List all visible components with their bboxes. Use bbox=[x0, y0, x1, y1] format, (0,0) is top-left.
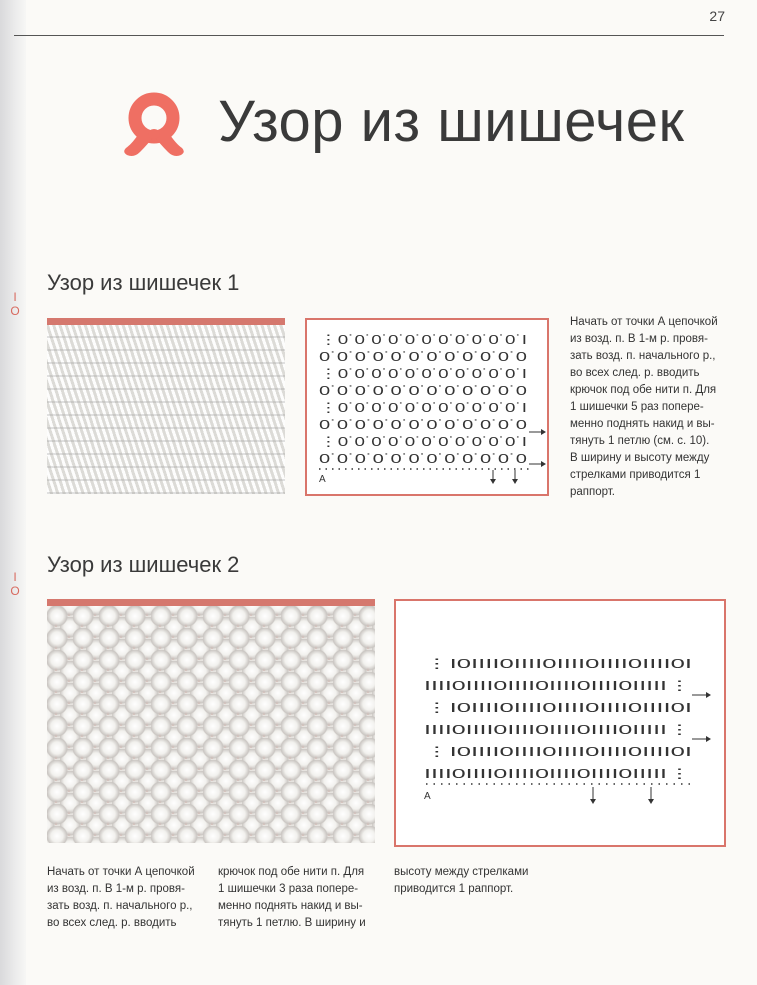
diagram2-row-4: IIII0IIII0IIII0IIII0IIII0IIIII⋮ bbox=[424, 722, 692, 737]
diagram2-start-label: A bbox=[424, 791, 431, 802]
section2-instructions-col1: Начать от точки А цепочкой из возд. п. В 1-м р. провя- зать возд. п. начального р., во всех след. р. вводить bbox=[47, 866, 195, 929]
arrow-right-icon bbox=[692, 736, 711, 742]
section2-title: Узор из шишечек 2 bbox=[47, 552, 240, 577]
diagram1-row-7: ⋮0˙0˙0˙0˙0˙0˙0˙0˙0˙0˙0˙I bbox=[319, 434, 527, 449]
diagram1-row-8: 0˙0˙0˙0˙0˙0˙0˙0˙0˙0˙0˙0 bbox=[319, 451, 527, 466]
arrow-down-icon bbox=[590, 787, 596, 804]
margin-mark-2: I O bbox=[10, 570, 20, 598]
arrow-down-icon bbox=[512, 470, 518, 484]
diagram1-start-label: A bbox=[319, 474, 326, 485]
section2-instructions-col3: высоту между стрелками приводится 1 раппорт. bbox=[394, 866, 529, 895]
book-spine-shadow bbox=[0, 0, 26, 985]
arrow-right-icon bbox=[529, 461, 546, 467]
arrow-down-icon bbox=[648, 787, 654, 804]
section2-photo bbox=[47, 599, 375, 843]
diagram1-row-4: 0˙0˙0˙0˙0˙0˙0˙0˙0˙0˙0˙0 bbox=[319, 383, 527, 398]
diagram2-row-1: ⋮I0IIII0IIII0IIII0IIII0IIII0I bbox=[424, 656, 692, 671]
page-number: 27 bbox=[709, 8, 725, 24]
diagram2-row-3: ⋮I0IIII0IIII0IIII0IIII0IIII0I bbox=[424, 700, 692, 715]
section1-title: Узор из шишечек 1 bbox=[47, 270, 240, 295]
diagram1-row-5: ⋮0˙0˙0˙0˙0˙0˙0˙0˙0˙0˙0˙I bbox=[319, 400, 527, 415]
arrow-right-icon bbox=[529, 429, 546, 435]
diagram2-row-6: IIII0IIII0IIII0IIII0IIII0IIIII⋮ bbox=[424, 766, 692, 781]
section1-diagram bbox=[305, 318, 549, 496]
arrow-right-icon bbox=[692, 692, 711, 698]
ribbon-logo-icon bbox=[118, 92, 190, 162]
diagram1-row-3: ⋮0˙0˙0˙0˙0˙0˙0˙0˙0˙0˙0˙I bbox=[319, 366, 527, 381]
header-rule bbox=[14, 35, 724, 36]
margin-mark-1: I O bbox=[10, 290, 20, 318]
arrow-down-icon bbox=[490, 470, 496, 484]
diagram1-row-2: 0˙0˙0˙0˙0˙0˙0˙0˙0˙0˙0˙0 bbox=[319, 349, 527, 364]
section2-instructions-col2: крючок под обе нити п. Для 1 шишечки 3 раза попере- менно поднять накид и вы- тянуть 1 петлю. В ширину и bbox=[218, 866, 366, 929]
page-title: Узор из шишечек bbox=[218, 89, 685, 154]
section1-instructions: Начать от точки А цепочкой из возд. п. В 1-м р. провя- зать возд. п. начального р., во всех след. р. вводить крючок под обе нити п. Для 1 шишечки 5 раз попере- менно поднять накид и вы- тянуть 1 петлю (см. с. 10). В ширину и высоту между стрелками приводится 1 раппорт. bbox=[570, 316, 718, 498]
section1-photo bbox=[47, 318, 285, 494]
diagram2-row-2: IIII0IIII0IIII0IIII0IIII0IIIII⋮ bbox=[424, 678, 692, 693]
diagram2-row-5: ⋮I0IIII0IIII0IIII0IIII0IIII0I bbox=[424, 744, 692, 759]
diagram1-row-1: ⋮0˙0˙0˙0˙0˙0˙0˙0˙0˙0˙0˙I bbox=[319, 332, 527, 347]
diagram1-row-6: 0˙0˙0˙0˙0˙0˙0˙0˙0˙0˙0˙0 bbox=[319, 417, 527, 432]
section2-diagram bbox=[394, 599, 726, 847]
